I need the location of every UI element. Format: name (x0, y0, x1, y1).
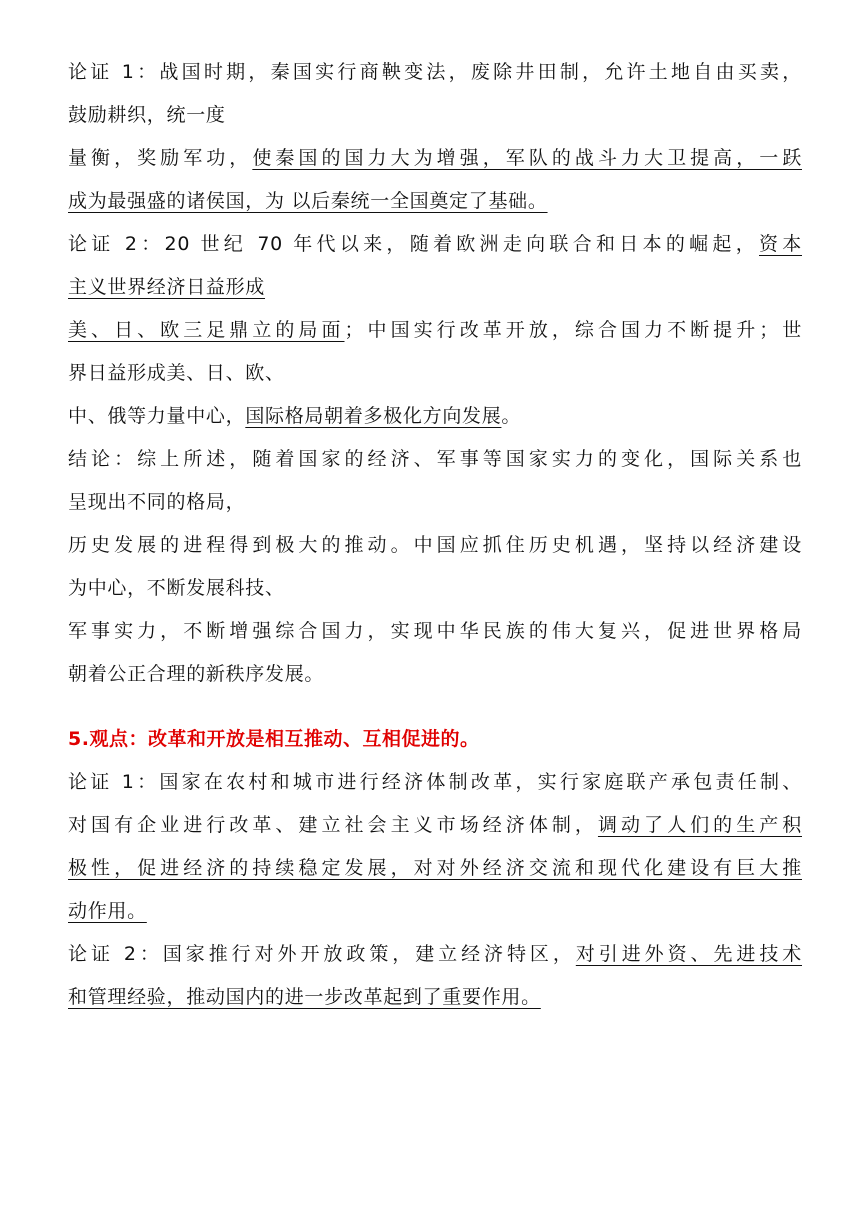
s4-conclusion-line5-text: 军事实力，不断增强综合国力，实现中华民族的伟大复兴，促进世界格局 (68, 620, 802, 642)
s5-arg1-line4-underlined: 动作用。 (68, 900, 147, 922)
s4-conclusion-line3 (68, 524, 802, 567)
s4-conclusion-line4-text: 为中心，不断发展科技、 (68, 577, 285, 599)
s5-arg2-line1-text: 论证 2：国家推行对外开放政策，建立经济特区， (68, 943, 576, 965)
s5-arg2-line1 (68, 933, 802, 976)
s4-arg2-line2 (68, 266, 802, 309)
s4-arg1-line3 (68, 137, 802, 180)
s4-conclusion-line2-text: 呈现出不同的格局， (68, 491, 246, 513)
document-page (68, 51, 802, 1019)
s5-arg1-line3 (68, 847, 802, 890)
s4-arg2-line1-text: 论证 2：20 世纪 70 年代以来，随着欧洲走向联合和日本的崛起， (68, 233, 760, 255)
s5-arg1-line2-text: 对国有企业进行改革、建立社会主义市场经济体制， (68, 814, 598, 836)
s5-arg1-line3-underlined: 极性，促进经济的持续稳定发展，对对外经济交流和现代化建设有巨大推 (68, 857, 802, 879)
s4-arg1-line4-underlined: 成为最强盛的诸侯国，为 以后秦统一全国奠定了基础。 (68, 190, 548, 212)
s4-arg2-line5-end: 。 (501, 405, 522, 427)
s4-arg2-line3-underlined: 美、日、欧三足鼎立的局面 (68, 319, 345, 341)
s5-arg1-line2 (68, 804, 802, 847)
s4-arg1-line2 (68, 94, 802, 137)
s5-arg1-line1-text: 论证 1：国家在农村和城市进行经济体制改革，实行家庭联产承包责任制、 (68, 771, 802, 793)
s5-arg1-line2-underlined: 调动了人们的生产积 (597, 814, 802, 836)
s4-arg2-line1 (68, 223, 802, 266)
s4-conclusion-line6 (68, 653, 802, 696)
s4-arg1-line3-text: 量衡，奖励军功， (68, 147, 253, 169)
s4-arg2-line5-text: 中、俄等力量中心， (68, 405, 246, 427)
s4-arg2-line4-text: 界日益形成美、日、欧、 (68, 362, 285, 384)
s4-conclusion-line2 (68, 481, 802, 524)
s4-conclusion-line4 (68, 567, 802, 610)
s4-arg2-line4 (68, 352, 802, 395)
s4-conclusion-line1-text: 结论：综上所述，随着国家的经济、军事等国家实力的变化，国际关系也 (68, 448, 802, 470)
s4-arg2-line2-underlined: 主义世界经济日益形成 (68, 276, 266, 298)
s4-arg2-line5-underlined: 国际格局朝着多极化方向发展 (245, 405, 502, 427)
s4-arg2-line3 (68, 309, 802, 352)
s4-conclusion-line3-text: 历史发展的进程得到极大的推动。中国应抓住历史机遇，坚持以经济建设 (68, 534, 802, 556)
section-gap (68, 696, 802, 718)
s4-arg2-line5 (68, 395, 802, 438)
s4-conclusion-line6-text: 朝着公正合理的新秩序发展。 (68, 663, 325, 685)
s5-arg2-line2-underlined: 和管理经验，推动国内的进一步改革起到了重要作用。 (68, 986, 541, 1008)
s5-arg2-line1-underlined: 对引进外资、先进技术 (575, 943, 802, 965)
s4-arg1-line1-text: 论证 1：战国时期，秦国实行商鞅变法，废除井田制，允许土地自由买卖， (68, 61, 802, 83)
s4-arg2-line3-text: ；中国实行改革开放，综合国力不断提升；世 (344, 319, 802, 341)
s5-arg2-line2 (68, 976, 802, 1019)
s4-arg1-line3-underlined: 使秦国的国力大为增强，军队的战斗力大卫提高，一跃 (252, 147, 802, 169)
section5-heading: 5.观点：改革和开放是相互推动、互相促进的。 (68, 728, 480, 750)
s4-arg1-line1 (68, 51, 802, 94)
s4-arg1-line2-text: 鼓励耕织，统一度 (68, 104, 226, 126)
s4-arg1-line4 (68, 180, 802, 223)
s4-conclusion-line1 (68, 438, 802, 481)
s4-arg2-line1-underlined: 资本 (759, 233, 802, 255)
s5-arg1-line4 (68, 890, 802, 933)
s4-conclusion-line5 (68, 610, 802, 653)
s5-arg1-line1 (68, 761, 802, 804)
